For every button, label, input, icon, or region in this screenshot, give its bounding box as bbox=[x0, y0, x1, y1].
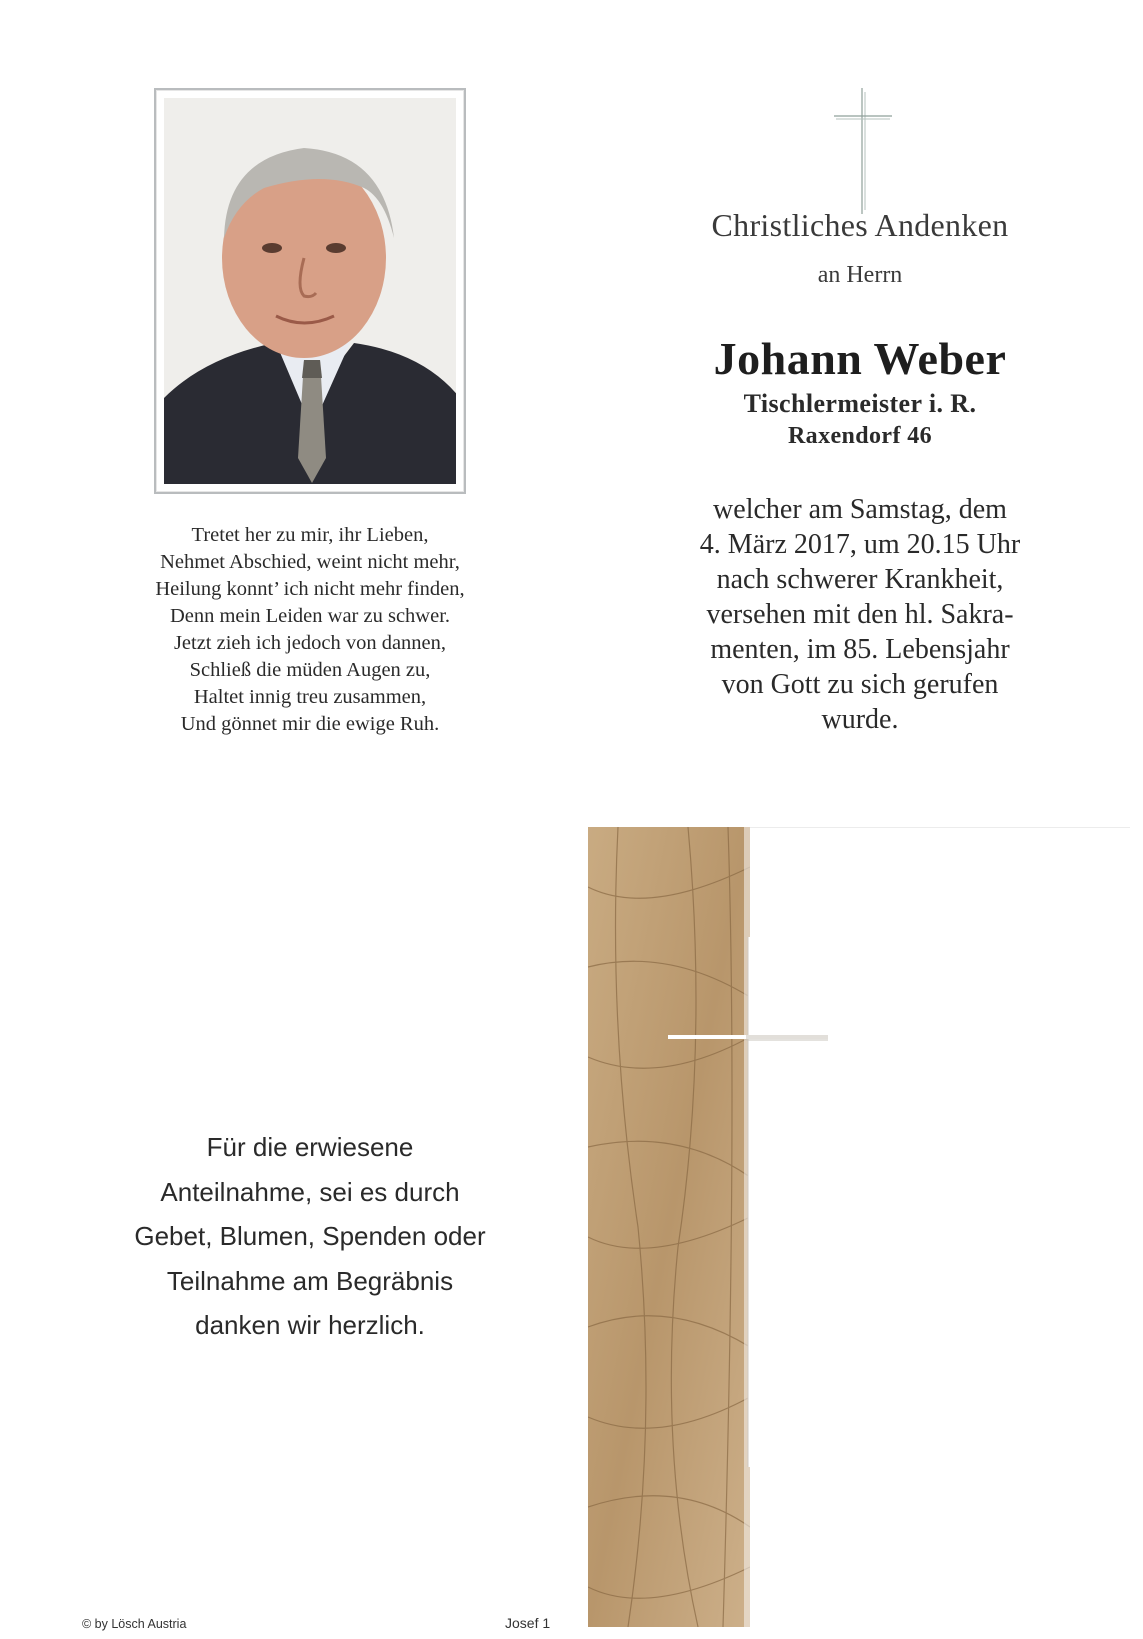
poem-line: Haltet innig treu zusammen, bbox=[193, 686, 427, 708]
poem-line: Heilung konnt’ ich nicht mehr finden, bbox=[155, 578, 465, 600]
poem-line: Jetzt zieh ich jedoch von dannen, bbox=[173, 632, 447, 654]
poem-line: Tretet her zu mir, ihr Lieben, bbox=[191, 524, 429, 546]
portrait-frame bbox=[154, 88, 466, 494]
poem bbox=[100, 522, 520, 738]
death-notice-line: menten, im 85. Lebensjahr bbox=[710, 634, 1010, 665]
poem-line: Schließ die müden Augen zu, bbox=[189, 659, 431, 681]
poem-line: Denn mein Leiden war zu schwer. bbox=[169, 605, 451, 627]
death-notice-line: von Gott zu sich gerufen bbox=[721, 669, 999, 700]
deceased-name: Johann Weber bbox=[713, 333, 1007, 384]
thanks-line: Für die erwiesene bbox=[206, 1132, 414, 1162]
death-notice bbox=[650, 492, 1070, 737]
thanks-line: Teilnahme am Begräbnis bbox=[166, 1265, 454, 1296]
poem-line: Nehmet Abschied, weint nicht mehr, bbox=[160, 551, 460, 573]
copyright-note: © by Lösch Austria bbox=[82, 1617, 187, 1631]
death-notice-line: 4. März 2017, um 20.15 Uhr bbox=[699, 529, 1021, 560]
thanks-line: Anteilnahme, sei es durch bbox=[160, 1176, 460, 1207]
death-notice-line: nach schwerer Krankheit, bbox=[716, 564, 1004, 595]
memorial-heading: Christliches Andenken bbox=[711, 207, 1009, 243]
divider-line bbox=[750, 827, 1130, 828]
death-notice-line: versehen mit den hl. Sakra- bbox=[706, 599, 1014, 630]
thanks-line: danken wir herzlich. bbox=[195, 1310, 425, 1340]
portrait-photo bbox=[164, 98, 456, 484]
poem-line: Und gönnet mir die ewige Ruh. bbox=[180, 713, 440, 735]
cross-icon bbox=[832, 88, 894, 214]
cross-arm-icon bbox=[746, 1030, 830, 1050]
deceased-address: Raxendorf 46 bbox=[787, 423, 933, 449]
deceased-profession: Tischlermeister i. R. bbox=[743, 389, 977, 418]
template-code: Josef 1 bbox=[505, 1615, 551, 1631]
thanks-message bbox=[100, 1125, 520, 1348]
portrait-photo-icon bbox=[164, 98, 456, 484]
death-notice-line: welcher am Samstag, dem bbox=[713, 494, 1007, 525]
wood-texture-icon bbox=[588, 827, 750, 1627]
thanks-line: Gebet, Blumen, Spenden oder bbox=[134, 1221, 486, 1251]
memorial-subheading: an Herrn bbox=[817, 262, 903, 288]
death-notice-line: wurde. bbox=[821, 704, 899, 735]
